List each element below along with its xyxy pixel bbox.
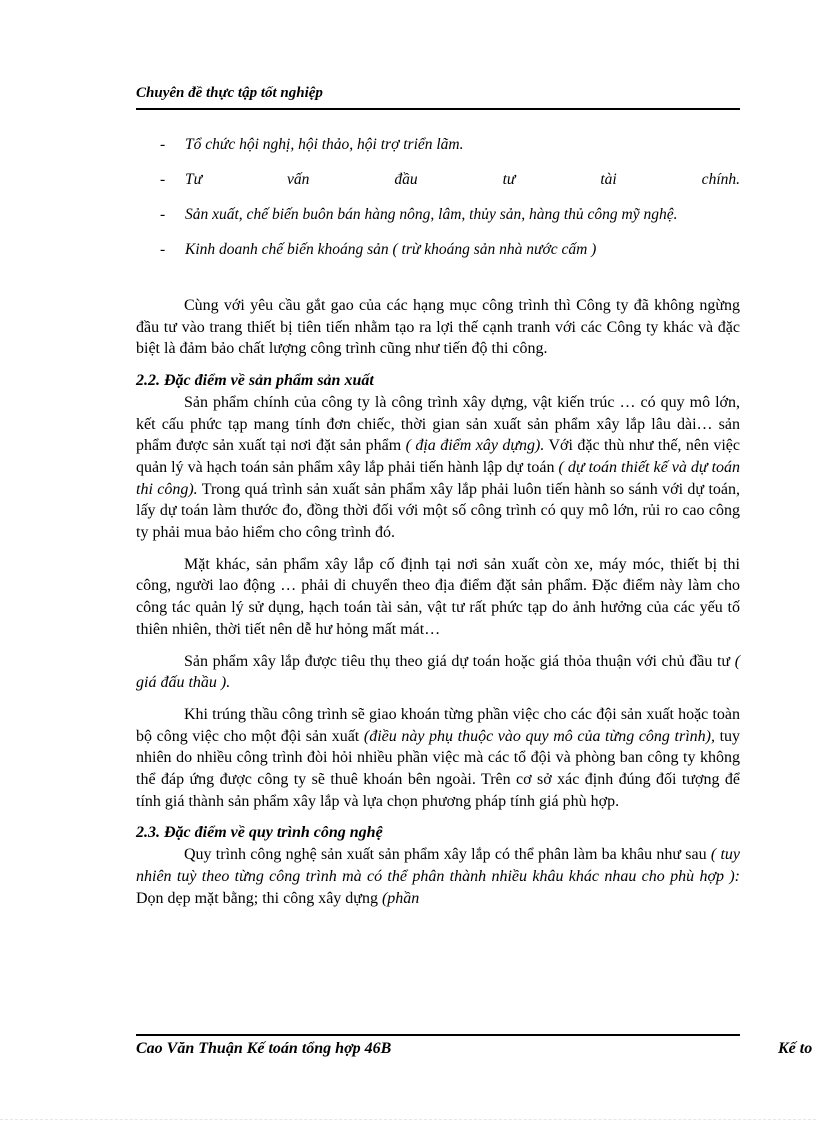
list-item: [136, 133, 740, 156]
header-divider: [136, 108, 740, 110]
list-item-text: Tổ chức hội nghị, hội thảo, hội trợ triển lãm.: [185, 136, 464, 153]
footer-divider: [136, 1034, 740, 1036]
page-bottom-edge: [0, 1119, 816, 1120]
intro-paragraph: Cùng với yêu cầu gắt gao của các hạng mục công trình thì Công ty đã không ngừng đầu tư vào trang thiết bị tiên tiến nhằm tạo ra lợi thế cạnh tranh với các Công ty khác và đặc biệt là đảm bảo chất lượng công trình cũng như tiến độ thi công.: [136, 297, 740, 358]
text-run: Khi trúng thầu công trình sẽ giao khoán từng phần việc cho các đội sản xuất hoặc toàn bộ công việc cho một đội sản xuất: [136, 705, 740, 745]
text-run-italic: ( địa điểm xây dựng).: [405, 437, 545, 455]
bullet-dash: -: [160, 206, 166, 223]
list-item-text: Tư vấn đầu tư tài chính.: [185, 171, 740, 188]
bullet-dash: -: [160, 171, 166, 188]
list-item: [136, 168, 740, 191]
bullet-dash: -: [160, 136, 166, 153]
list-item-text: Kinh doanh chế biến khoáng sản ( trừ khoáng sản nhà nước cấm ): [185, 241, 597, 258]
footer-author: Cao Văn Thuận Kế toán tổng hợp 46B: [136, 1040, 392, 1057]
list-item-text: Sản xuất, chế biến buôn bán hàng nông, lâm, thủy sản, hàng thủ công mỹ nghệ.: [185, 206, 678, 223]
text-run-italic: (điều này phụ thuộc vào quy mô của từng công trình),: [363, 727, 715, 745]
section-heading-2-3: 2.3. Đặc điểm về quy trình công nghệ: [136, 824, 383, 842]
text-run-italic: (phần: [381, 889, 420, 907]
paragraph: [136, 392, 740, 544]
text-run-italic: ( dự toán thiết kế và dự toán thi công).: [136, 458, 741, 498]
text-run: Sản phẩm xây lắp được tiêu thụ theo giá dự toán hoặc giá thỏa thuận với chủ đầu tư: [184, 652, 731, 670]
page-header-title: Chuyên đề thực tập tốt nghiệp: [136, 85, 323, 101]
text-run-italic: ( tuy nhiên tuỳ theo từng công trình mà có thể phân thành nhiều khâu khác nhau cho phù hợp ):: [136, 846, 741, 885]
paragraph: [136, 704, 740, 813]
list-item: [136, 203, 740, 226]
text-run: Quy trình công nghệ sản xuất sản phẩm xây lắp có thể phân làm ba khâu như sau: [184, 846, 707, 864]
text-run: Sản phẩm chính của công ty là công trình xây dựng, vật kiến trúc … có quy mô lớn, kết cấu phức tạp mang tính đơn chiếc, thời gian sản xuất sản phẩm xây lắp lâu dài… sản phẩm được sản xuất tại nơi đặt sản phẩm: [136, 393, 740, 455]
section-heading-2-2: 2.2. Đặc điểm về sản phẩm sản xuất: [136, 372, 374, 390]
paragraph: Mặt khác, sản phẩm xây lắp cố định tại nơi sản xuất còn xe, máy móc, thiết bị thi công, người lao động … phải di chuyển theo địa điểm đặt sản phẩm. Đặc điểm này làm cho công tác quản lý sử dụng, hạch toán tài sản, vật tư rất phức tạp do ảnh hưởng của các yếu tố thiên nhiên, thời tiết nên dễ hư hỏng mất mát…: [136, 555, 740, 638]
main-content: [136, 295, 740, 909]
paragraph: [136, 844, 740, 909]
list-item: [136, 238, 740, 261]
text-run: tuy nhiên do nhiều công trình đòi hỏi nhiều phần việc mà các tổ đội và phòng ban công ty không thể đáp ứng được công ty sẽ thuê khoán bên ngoài. Trên cơ sở xác định đúng đối tượng để tính giá thành sản phẩm xây lắp và lựa chọn phương pháp tính giá phù hợp.: [136, 727, 741, 810]
paragraph: [136, 651, 740, 694]
bullet-list: [136, 133, 740, 273]
text-run: Dọn dẹp mặt bằng; thi công xây dựng: [136, 889, 378, 907]
bullet-dash: -: [160, 241, 166, 258]
text-run: Trong quá trình sản xuất sản phẩm xây lắp phải luôn tiến hành so sánh với dự toán, lấy dự toán làm thước đo, đồng thời đối với một số công trình có quy mô lớn, rủi ro cao công ty phải mua bảo hiểm cho công trình đó.: [136, 480, 740, 542]
text-run-italic: ( giá đấu thầu ).: [136, 652, 741, 692]
text-run: Với đặc thù như thế, nên việc quản lý và hạch toán sản phẩm xây lắp phải tiến hành lập dự toán: [136, 437, 740, 476]
footer-department: Kế to: [778, 1040, 813, 1057]
